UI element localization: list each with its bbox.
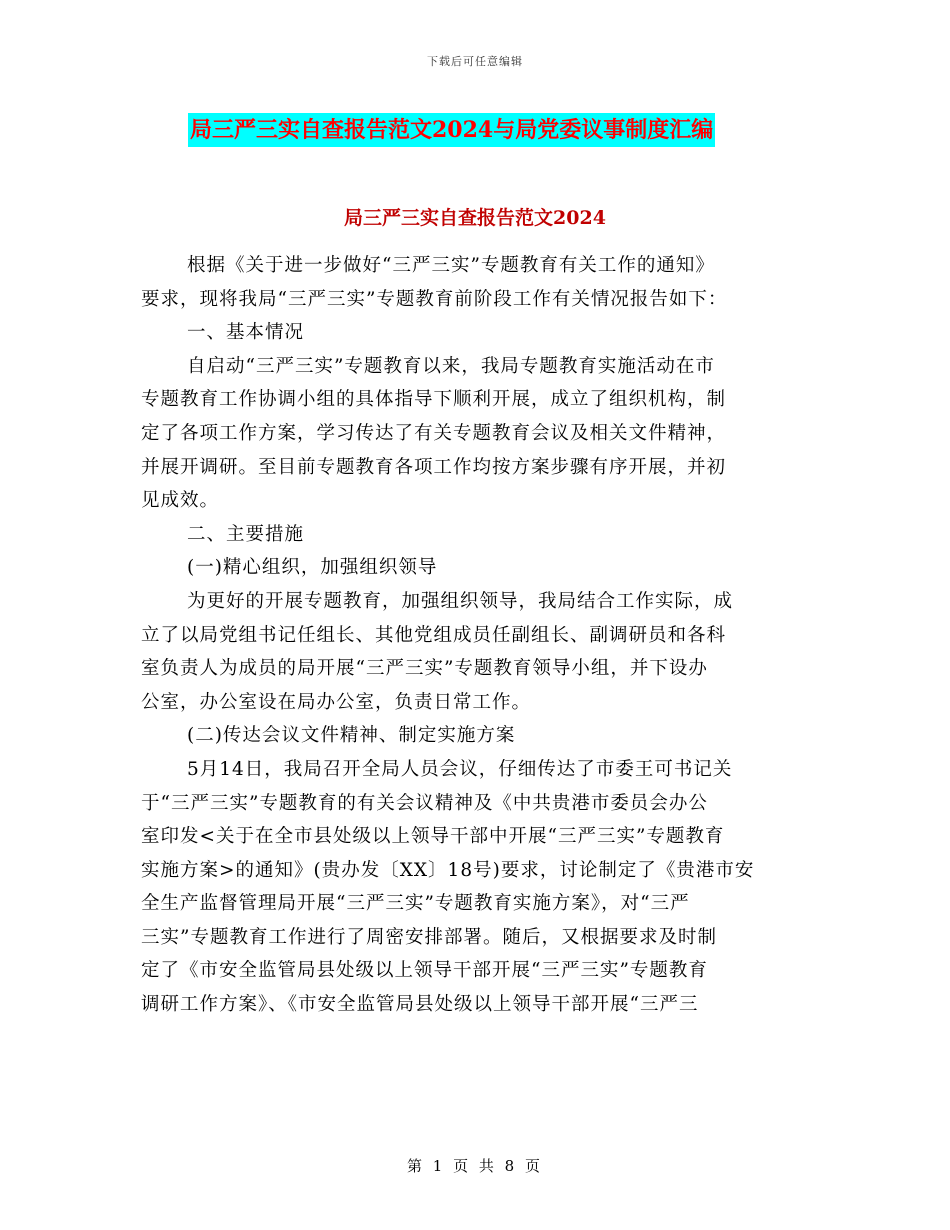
paragraph-line: 自启动“三严三实”专题教育以来，我局专题教育实施活动在市 (187, 355, 715, 377)
subsection-heading: (一)精心组织，加强组织领导 (187, 557, 438, 579)
paragraph-line: 调研工作方案》、《市安全监管局县处级以上领导干部开展“三严三 (141, 994, 699, 1016)
paragraph-line: 于“三严三实”专题教育的有关会议精神及《中共贵港市委员会办公 (141, 792, 708, 814)
paragraph-line: 专题教育工作协调小组的具体指导下顺利开展，成立了组织机构，制 (141, 389, 727, 411)
paragraph-line: 定了《市安全监管局县处级以上领导干部开展“三严三实”专题教育 (141, 960, 708, 982)
paragraph-line: 立了以局党组书记任组长、其他党组成员任副组长、副调研员和各科 (141, 624, 727, 646)
paragraph-line: 全生产监督管理局开展“三严三实”专题教育实施方案》，对“三严 (141, 893, 690, 915)
paragraph-line: 三实”专题教育工作进行了周密安排部署。随后，又根据要求及时制 (141, 926, 717, 948)
page-header-note: 下载后可任意编辑 (427, 55, 523, 68)
section-heading: 一、基本情况 (187, 322, 305, 344)
paragraph-line: 根据《关于进一步做好“三严三实”专题教育有关工作的通知》 (187, 255, 715, 276)
paragraph-line: 定了各项工作方案，学习传达了有关专题教育会议及相关文件精神， (141, 422, 727, 444)
paragraph-line: 5月14日，我局召开全局人员会议，仔细传达了市委王可书记关 (187, 758, 733, 780)
section-heading: 二、主要措施 (187, 523, 305, 545)
page-footer: 第 1 页 共 8 页 (407, 1157, 543, 1175)
paragraph-line: 见成效。 (141, 490, 220, 512)
paragraph-line: 室印发<关于在全市县处级以上领导干部中开展“三严三实”专题教育 (141, 826, 725, 848)
paragraph-line: 并展开调研。至目前专题教育各项工作均按方案步骤有序开展，并初 (141, 456, 727, 478)
paragraph-line: 室负责人为成员的局开展“三严三实”专题教育领导小组，并下设办 (141, 658, 708, 680)
subsection-heading: (二)传达会议文件精神、制定实施方案 (187, 725, 516, 747)
body-text (141, 249, 821, 1022)
main-title: 局三严三实自查报告范文2024与局党委议事制度汇编 (188, 113, 715, 147)
paragraph-line: 公室，办公室设在局办公室，负责日常工作。 (141, 691, 532, 713)
sub-title: 局三严三实自查报告范文2024 (344, 207, 606, 229)
paragraph-line: 为更好的开展专题教育，加强组织领导，我局结合工作实际，成 (187, 590, 734, 612)
paragraph-line: 要求，现将我局“三严三实”专题教育前阶段工作有关情况报告如下： (141, 288, 728, 310)
paragraph-line: 实施方案>的通知》(贵办发〔XX〕18号)要求，讨论制定了《贵港市安 (141, 859, 755, 881)
